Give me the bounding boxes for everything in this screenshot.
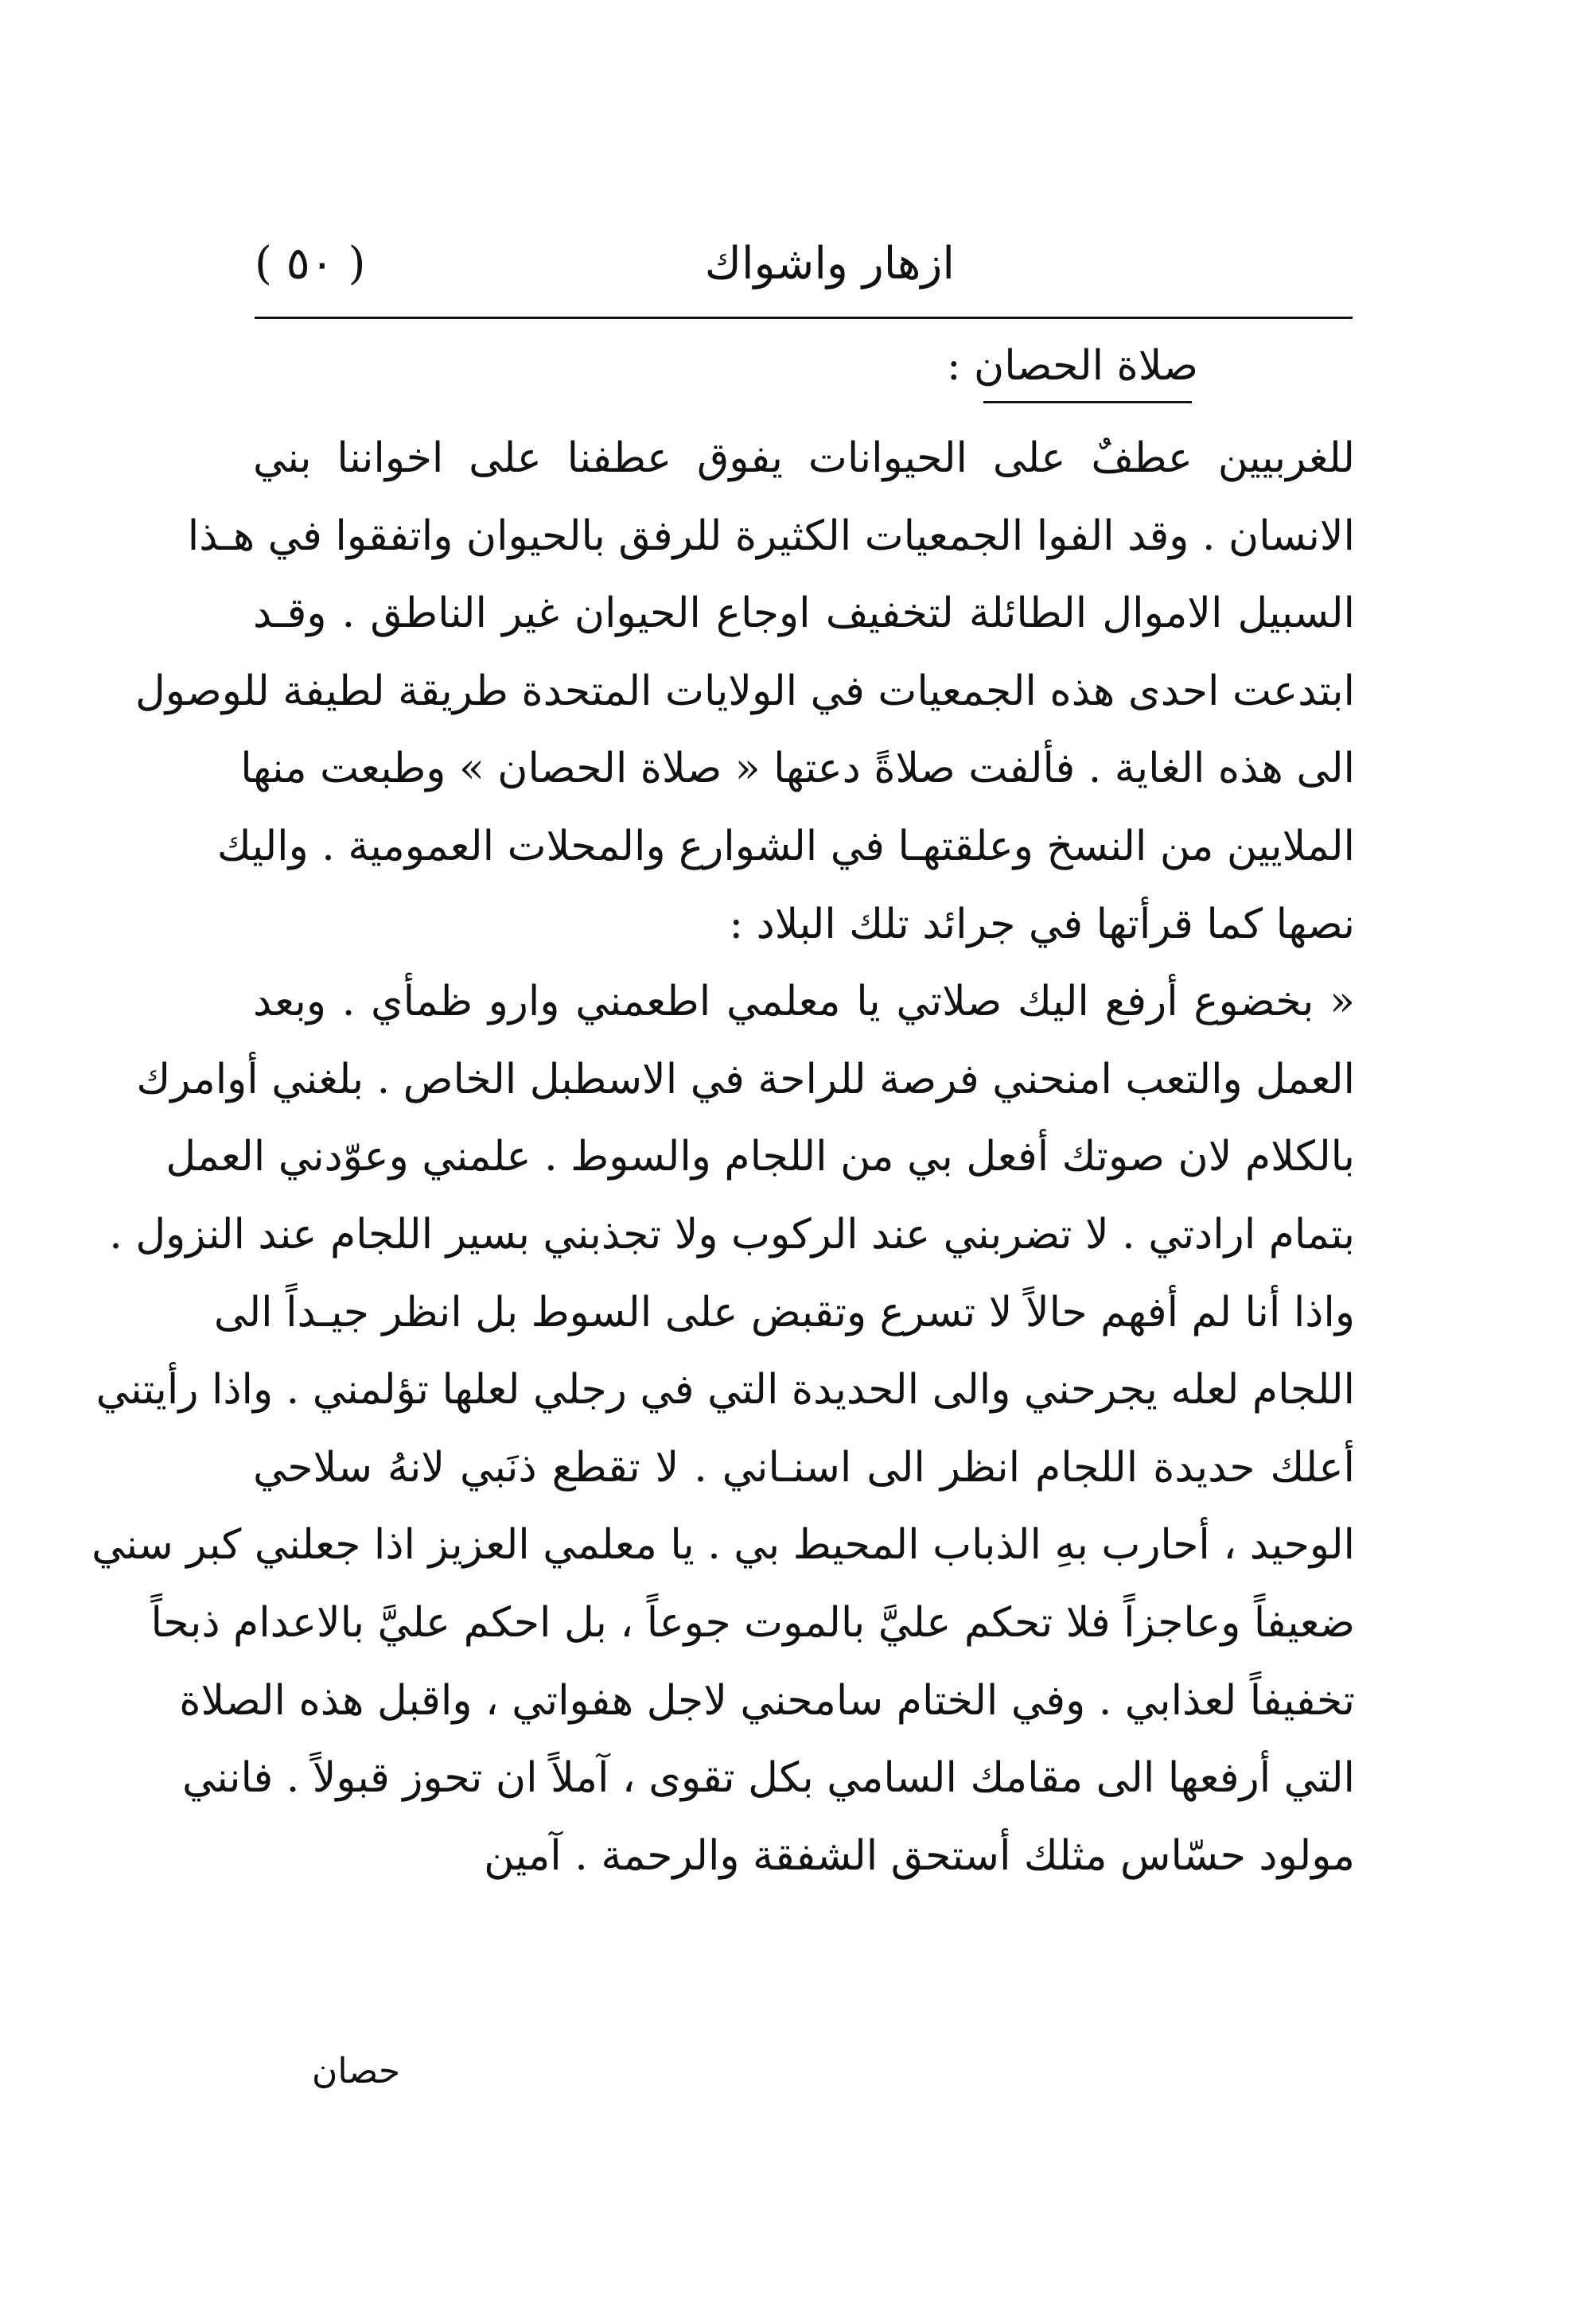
text-line: نصها كما قرأتها في جرائد تلك البلاد : <box>729 900 1355 948</box>
text-line: مولود حسّاس مثلك أستحق الشفقة والرحمة . آمين <box>484 1831 1355 1880</box>
text-line: « بخضوع أرفع اليك صلاتي يا معلمي اطعمني وارو ظمأي . وبعد <box>253 978 1355 1026</box>
section-title-underline <box>983 401 1192 403</box>
text-line: الانسان . وقد الفوا الجمعيات الكثيرة للرفق بالحيوان واتفقوا في هـذا <box>187 512 1355 560</box>
section-title: صلاة الحصان : <box>947 342 1198 390</box>
text-line: تخفيفاً لعذابي . وفي الختام سامحني لاجل هفواتي ، واقبل هذه الصلاة <box>179 1676 1355 1725</box>
text-line: بالكلام لان صوتك أفعل بي من اللجام والسوط . علمني وعوّدني العمل <box>165 1133 1355 1181</box>
text-line: الى هذه الغاية . فألفت صلاةً دعتها « صلاة الحصان » وطبعت منها <box>240 745 1355 793</box>
text-line: ابتدعت احدى هذه الجمعيات في الولايات المتحدة طريقة لطيفة للوصول <box>134 667 1355 715</box>
text-line: العمل والتعب امنحني فرصة للراحة في الاسطبل الخاص . بلغني أوامرك <box>136 1055 1355 1103</box>
text-line: واذا أنا لم أفهم حالاً لا تسرع وتقبض على السوط بل انظر جيـداً الى <box>213 1288 1355 1336</box>
text-line: الملايين من النسخ وعلقتهـا في الشوارع والمحلات العمومية . واليك <box>216 822 1355 870</box>
text-line: السبيل الاموال الطائلة لتخفيف اوجاع الحيوان غير الناطق . وقـد <box>253 589 1355 638</box>
signature: حصان <box>312 2051 401 2091</box>
text-line: بتمام ارادتي . لا تضربني عند الركوب ولا تجذبني بسير اللجام عند النزول . <box>109 1210 1355 1259</box>
page-number: ( ٥٠ ) <box>255 238 366 290</box>
header-divider <box>255 317 1353 319</box>
text-line: الوحيد ، أحارب بهِ الذباب المحيط بي . يا معلمي العزيز اذا جعلني كبر سني <box>91 1521 1355 1570</box>
text-line: للغربيين عطفٌ على الحيوانات يفوق عطفنا على اخواننا بني <box>253 434 1355 482</box>
text-line: أعلك حديدة اللجام انظر الى اسنـاني . لا تقطع ذنَبي لانهُ سلاحي <box>253 1443 1355 1492</box>
text-line: اللجام لعله يجرحني والى الحديدة التي في رجلي لعلها تؤلمني . واذا رأيتني <box>95 1366 1355 1414</box>
text-line: التي أرفعها الى مقامك السامي بكل تقوى ، آملاً ان تحوز قبولاً . فانني <box>181 1754 1355 1803</box>
body-text <box>91 420 1355 1895</box>
text-line: ضعيفاً وعاجزاً فلا تحكم عليَّ بالموت جوعاً ، بل احكم عليَّ بالاعدام ذبحاً <box>150 1598 1355 1647</box>
book-title: ازهار واشواك <box>704 238 955 290</box>
page-header <box>255 232 1353 296</box>
